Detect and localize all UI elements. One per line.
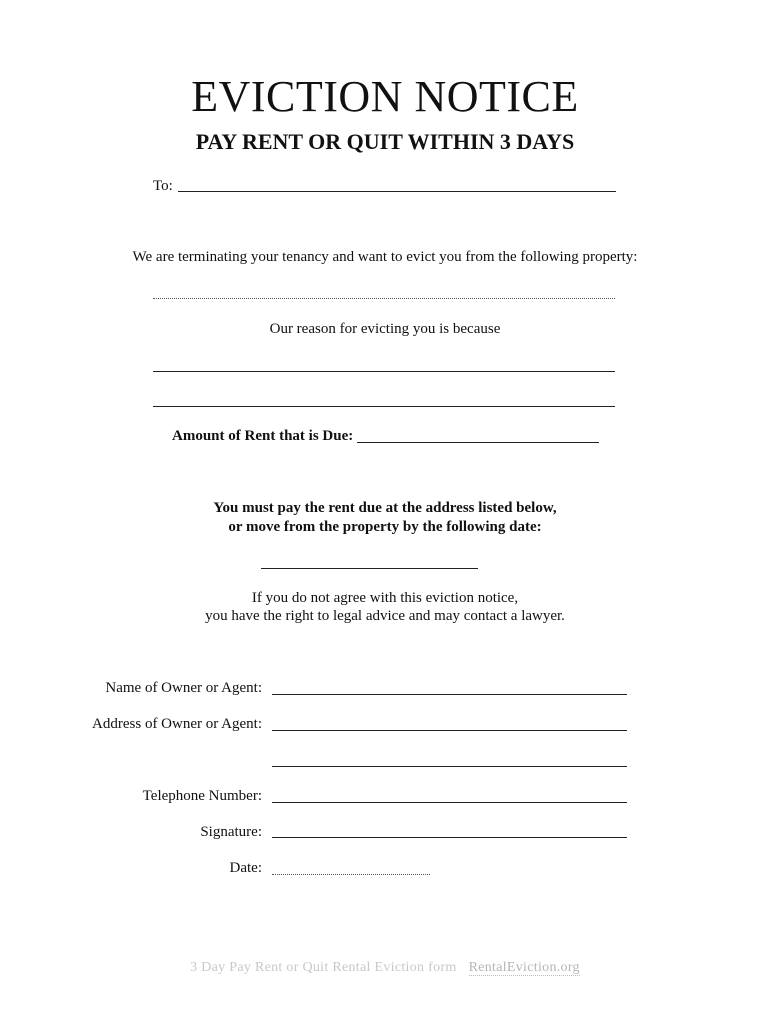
reason-text: Our reason for evicting you is because: [269, 321, 501, 337]
page-subtitle: PAY RENT OR QUIT WITHIN 3 DAYS: [195, 129, 575, 154]
signature-label: Signature:: [200, 824, 262, 840]
owner-address-field-line-2[interactable]: [272, 766, 627, 767]
owner-address-label: Address of Owner or Agent:: [92, 716, 262, 732]
amount-label: Amount of Rent that is Due:: [172, 428, 354, 444]
footer-text: 3 Day Pay Rent or Quit Rental Eviction form: [190, 960, 457, 975]
date-field[interactable]: [272, 874, 430, 875]
reason-field-line-2[interactable]: [153, 406, 615, 407]
date-label: Date:: [229, 860, 262, 876]
instruction-line-1: You must pay the rent due at the address listed below,: [213, 500, 557, 516]
telephone-field[interactable]: [272, 802, 627, 803]
footer: [0, 960, 770, 976]
signature-field[interactable]: [272, 837, 627, 838]
move-out-date-field[interactable]: [261, 568, 478, 569]
to-label: To:: [153, 178, 173, 194]
advice-line-1: If you do not agree with this eviction notice,: [251, 590, 519, 606]
page-title: EVICTION NOTICE: [191, 72, 579, 121]
property-address-field[interactable]: [153, 298, 615, 299]
owner-address-field-line-1[interactable]: [272, 730, 627, 731]
reason-field-line-1[interactable]: [153, 371, 615, 372]
instruction-line-2: or move from the property by the following date:: [228, 519, 542, 535]
amount-field[interactable]: [357, 442, 599, 443]
telephone-label: Telephone Number:: [142, 788, 262, 804]
owner-name-field[interactable]: [272, 694, 627, 695]
footer-link[interactable]: RentalEviction.org: [468, 960, 580, 975]
advice-line-2: you have the right to legal advice and may contact a lawyer.: [205, 608, 565, 624]
terminating-text: We are terminating your tenancy and want to evict you from the following property:: [132, 249, 638, 265]
to-field[interactable]: [178, 191, 616, 192]
owner-name-label: Name of Owner or Agent:: [105, 680, 262, 696]
